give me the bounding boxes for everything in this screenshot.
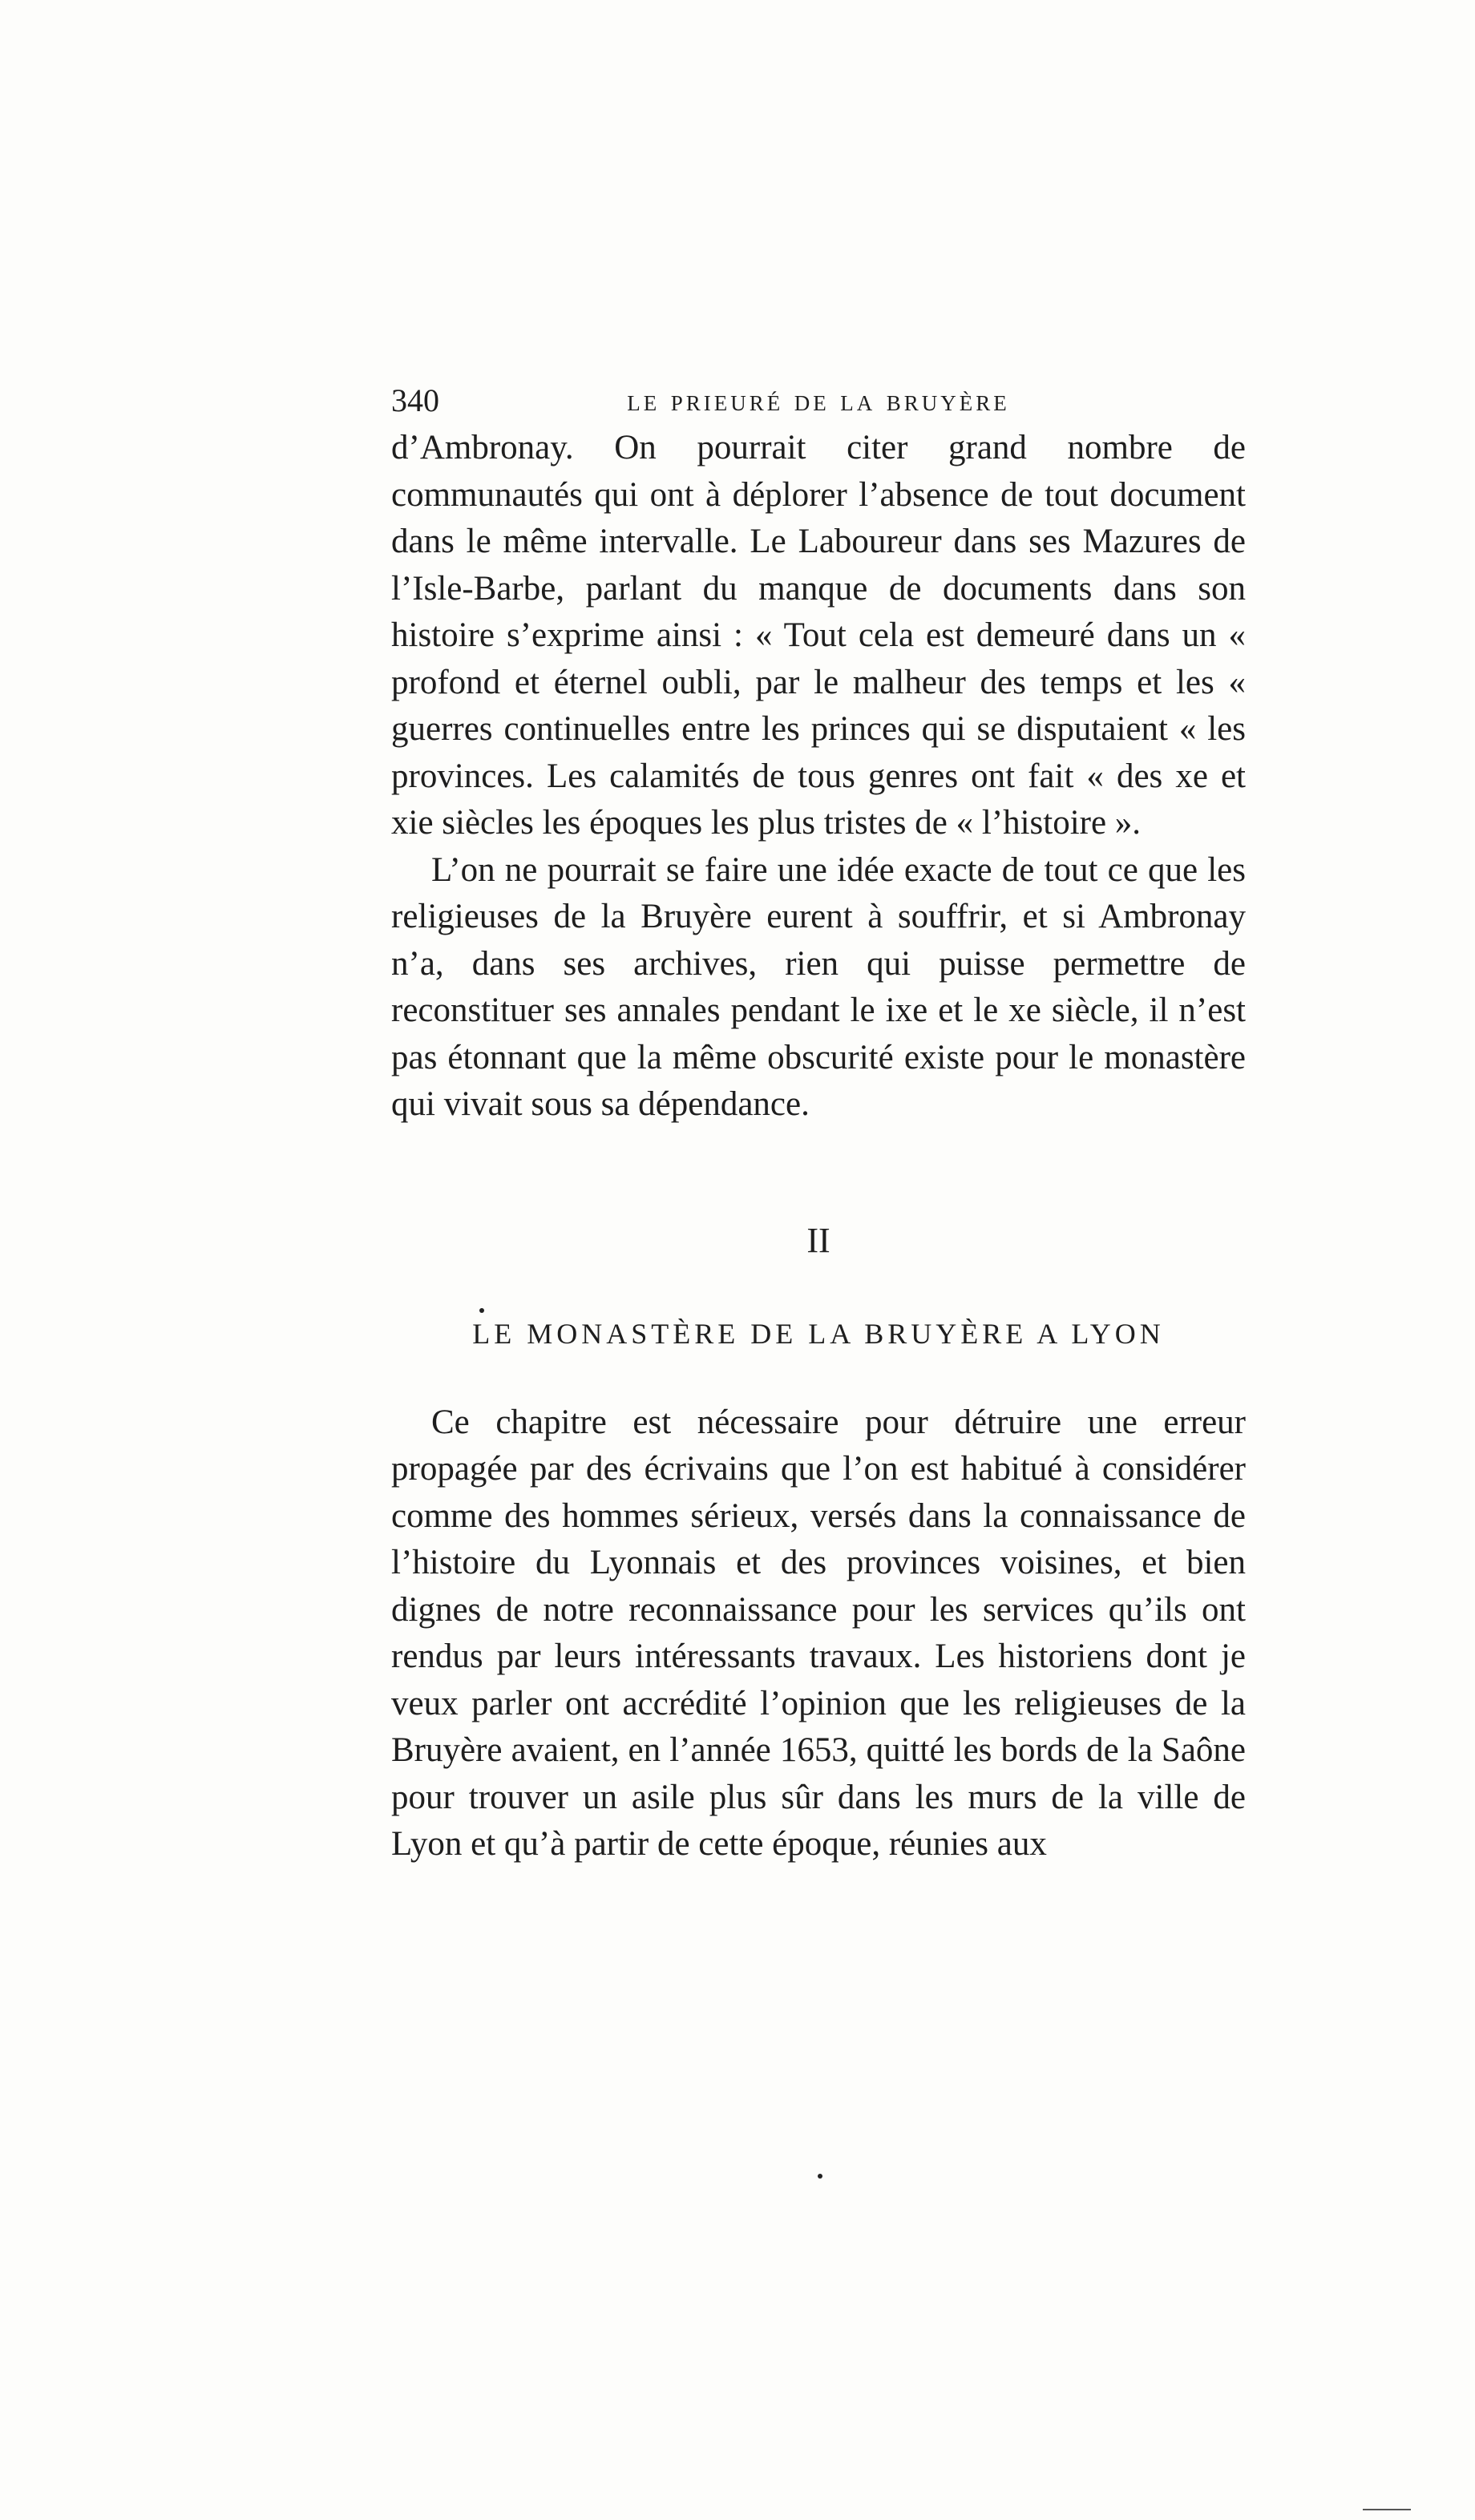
section-numeral: II: [806, 1220, 830, 1260]
section-title: LE MONASTÈRE DE LA BRUYÈRE A LYON: [472, 1317, 1165, 1350]
page-number: 340: [391, 382, 439, 418]
paragraph: d’Ambronay. On pourrait citer grand nombre de communautés qui ont à déplorer l’absence de tout document dans le même intervalle. Le Laboureur dans ses Mazures de l’Isle-Barbe, parlant du manque de documents dans son histoire s’exprime ainsi : « Tout cela est demeuré dans un « profond et éternel oubli, par le malheur des temps et les « guerres continuelles entre les princes qui se disputaient « les provinces. Les calamités de tous genres ont fait « des xe et xie siècles les époques les plus tristes de « l’histoire ».: [391, 429, 1246, 842]
section-body: [391, 1399, 1246, 1868]
ink-speck: [479, 1308, 484, 1313]
ink-speck: [818, 2174, 822, 2179]
running-title: le prieuré de la bruyère: [627, 384, 1010, 418]
running-head: [391, 377, 1246, 425]
paragraph: L’on ne pourrait se faire une idée exacte de tout ce que les religieuses de la Bruyère eurent à souffrir, et si Ambronay n’a, dans ses archives, rien qui puisse permettre de reconstituer ses annales pendant le ixe et le xe siècle, il n’est pas étonnant que la même obscurité existe pour le monastère qui vivait sous sa dépendance.: [391, 850, 1246, 1123]
edge-line: [1363, 2509, 1411, 2510]
body-text: [391, 425, 1246, 1129]
book-page: [391, 377, 1246, 1868]
paragraph: Ce chapitre est nécessaire pour détruire une erreur propagée par des écrivains que l’on est habitué à considérer comme des hommes sérieux, versés dans la connaissance de l’histoire du Lyonnais et des provinces voisines, et bien dignes de notre reconnaissance pour les services qu’ils ont rendus par leurs intéressants travaux. Les historiens dont je veux parler ont accrédité l’opinion que les religieuses de la Bruyère avaient, en l’année 1653, quitté les bords de la Saône pour trouver un asile plus sûr dans les murs de la ville de Lyon et qu’à partir de cette époque, réunies aux: [391, 1403, 1246, 1863]
